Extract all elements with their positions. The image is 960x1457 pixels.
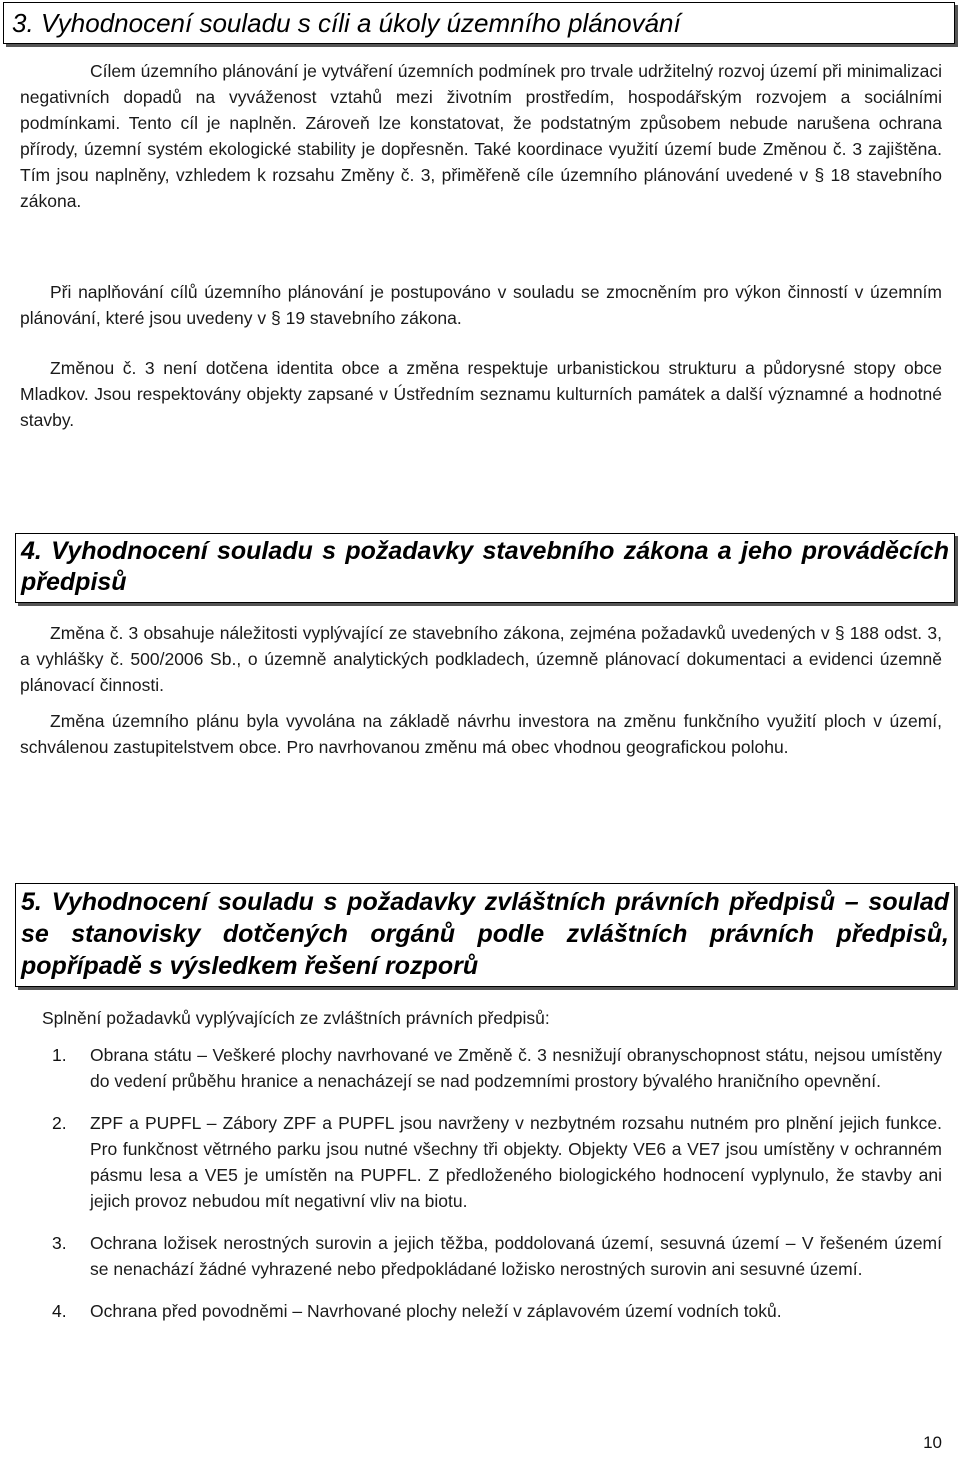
section-3-heading [3, 2, 955, 44]
section-3-paragraph-3: Změnou č. 3 není dotčena identita obce a změna respektuje urbanistickou strukturu a půdorysné stopy obce Mladkov. Jsou respektovány objekty zapsané v Ústředním seznamu kulturních památek a další významné a hodnotné stavby. [20, 358, 942, 430]
section-5-heading [15, 883, 955, 987]
section-3-paragraph-2: Při naplňování cílů územního plánování je postupováno v souladu se zmocněním pro výkon činností v územním plánování, které jsou uvedeny v § 19 stavebního zákona. [20, 282, 942, 328]
list-item [50, 1230, 942, 1282]
section-5-title: 5. Vyhodnocení souladu s požadavky zvláštních právních předpisů – soulad se stanovisky dotčených orgánů podle zvláštních právních předpisů, popřípadě s výsledkem řešení rozporů [21, 888, 949, 980]
section-3-title: 3. Vyhodnocení souladu s cíli a úkoly územního plánování [12, 8, 681, 38]
list-item-number: 3. [52, 1233, 67, 1253]
page-number: 10 [923, 1433, 942, 1452]
list-item-number: 2. [52, 1113, 67, 1133]
list-item-text: Obrana státu – Veškeré plochy navrhované ve Změně č. 3 nesnižují obranyschopnost státu, nejsou umístěny do vedení průběhu hranice a nenacházejí se nad podzemními prostory bývalého hraničního opevnění. [90, 1045, 942, 1091]
list-item-text: ZPF a PUPFL – Zábory ZPF a PUPFL jsou navrženy v nezbytném rozsahu nutném pro plnění jejich funkce. Pro funkčnost větrného parku jsou nutné všechny tři objekty. Objekty VE6 a VE7 jsou umístěny v ochranném pásmu lesa a VE5 je umístěn na PUPFL. Z předloženého biologického hodnocení vyplynulo, že stavby ani jejich provoz nebudou mít negativní vliv na biotu. [90, 1113, 942, 1211]
section-4-paragraph-2: Změna územního plánu byla vyvolána na základě návrhu investora na změnu funkčního využití ploch v území, schválenou zastupitelstvem obce. Pro navrhovanou změnu má obec vhodnou geografickou polohu. [20, 711, 942, 757]
list-item-text: Ochrana ložisek nerostných surovin a jejich těžba, poddolovaná území, sesuvná území – V řešeném území se nenachází žádné vyhrazené nebo předpokládané ložisko nerostných surovin ani sesuvné území. [90, 1233, 942, 1279]
requirements-list [50, 1042, 942, 1340]
list-item [50, 1110, 942, 1214]
list-item [50, 1298, 942, 1324]
section-4-paragraph-1: Změna č. 3 obsahuje náležitosti vyplývající ze stavebního zákona, zejména požadavků uvedených v § 188 odst. 3, a vyhlášky č. 500/2006 Sb., o územně analytických podkladech, územně plánovací dokumentaci a evidenci územně plánovací činnosti. [20, 623, 942, 695]
list-item-text: Ochrana před povodněmi – Navrhované plochy neleží v záplavovém území vodních toků. [90, 1301, 782, 1321]
list-item-number: 1. [52, 1045, 67, 1065]
list-item [50, 1042, 942, 1094]
section-4-title: 4. Vyhodnocení souladu s požadavky stavebního zákona a jeho prováděcích předpisů [21, 537, 949, 596]
section-4-heading [15, 533, 955, 603]
section-5-intro: Splnění požadavků vyplývajících ze zvláštních právních předpisů: [42, 1008, 550, 1028]
list-item-number: 4. [52, 1301, 67, 1321]
section-3-paragraph-1: Cílem územního plánování je vytváření územních podmínek pro trvale udržitelný rozvoj území při minimalizaci negativních dopadů na vyváženost vztahů mezi životním prostředím, hospodářským rozvojem a sociálními podmínkami. Tento cíl je naplněn. Zároveň lze konstatovat, že podstatným způsobem nebude narušena ochrana přírody, územní systém ekologické stability je dopřesněn. Také koordinace využití území bude Změnou č. 3 zajištěna. Tím jsou naplněny, vzhledem k rozsahu Změny č. 3, přiměřeně cíle územního plánování uvedené v § 18 stavebního zákona. [20, 61, 942, 211]
